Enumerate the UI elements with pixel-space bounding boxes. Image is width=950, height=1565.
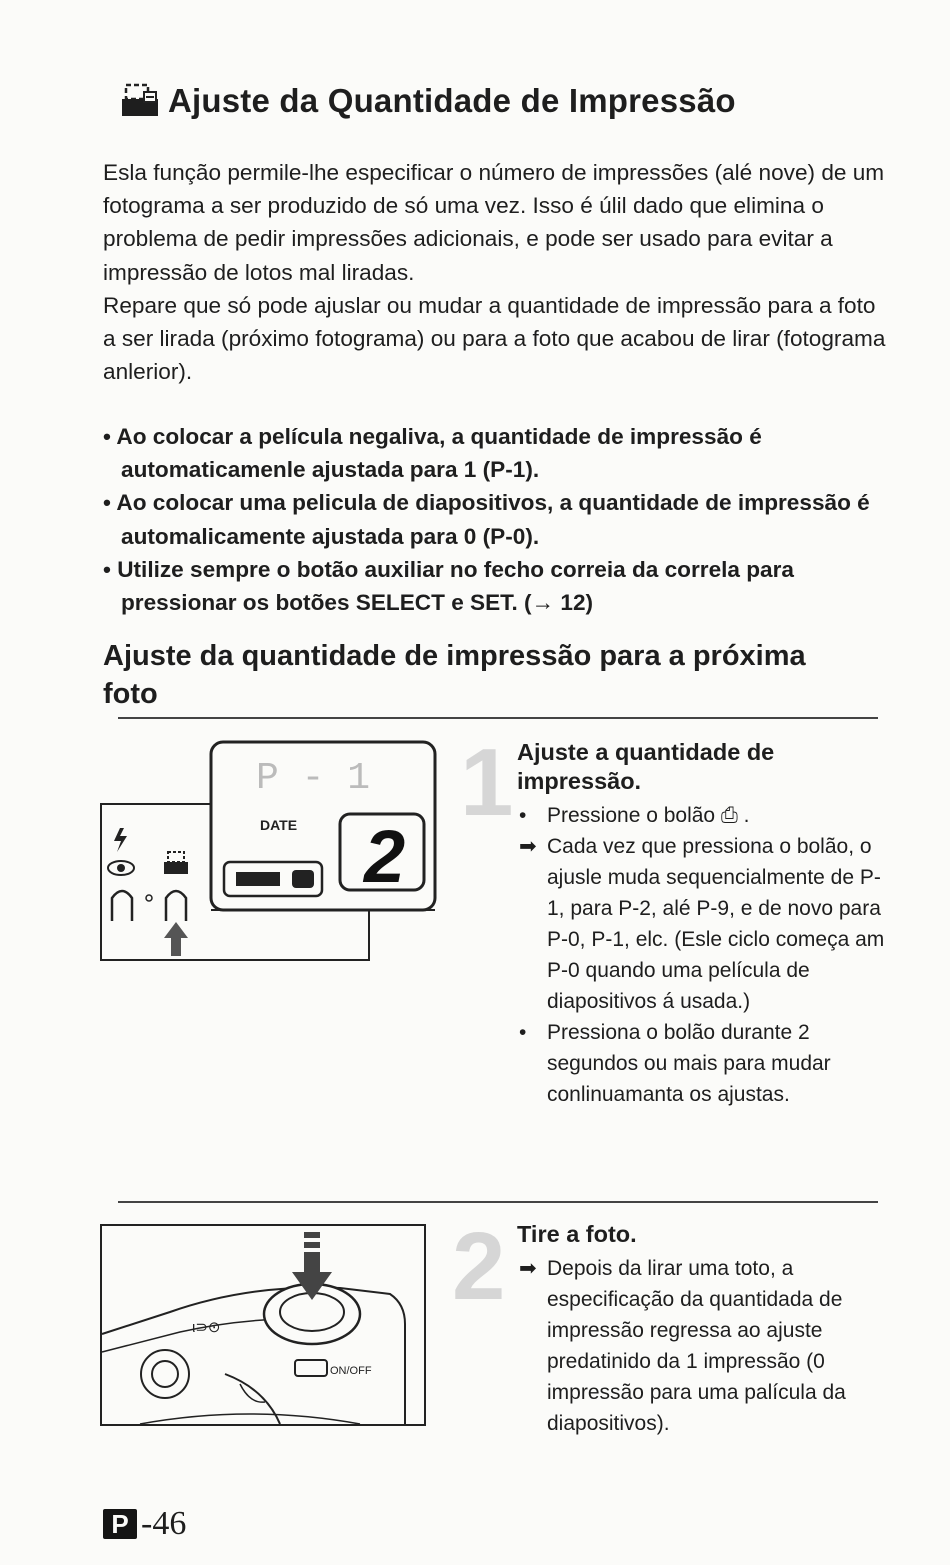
intro-paragraph-2: Repare que só pode ajuslar ou mudar a quantidade de impressão para a foto a ser lirada (próximo fotograma) ou para a foto que acabou de lirar (fotograma anlerior).: [103, 292, 886, 385]
step-2-body: [517, 1253, 887, 1439]
step-1-line: ➡ Cada vez que pressiona o bolão, o ajusle muda sequencialmente de P-1, para P-2, alé P-9, e de novo para P-0, P-1, elc. (Esle ciclo começa am P-0 quando uma película de diapositivos á usada.): [519, 835, 885, 1013]
step-1-body: [517, 800, 887, 1110]
note-item: • Utilize sempre o botão auxiliar no fecho correia da correla para pressionar os botões SELECT e SET. (→ 12): [103, 556, 794, 616]
step-1-line: • Pressione o bolão ⎙ .: [519, 804, 750, 827]
step-divider: [118, 1201, 878, 1203]
onoff-label: ON/OFF: [330, 1365, 372, 1377]
page-number: [103, 1505, 186, 1543]
page-title: [120, 82, 736, 120]
intro-text: [103, 156, 893, 388]
section-divider: [118, 717, 878, 719]
step-2-line: ➡ Depois da lirar uma toto, a especificação da quantidada de impressão regressa ao ajuste predatinido da 1 impressão (0 impressão para uma palícula da diapositivos).: [519, 1257, 846, 1435]
notes-list: [103, 420, 903, 619]
step-1-line: • Pressiona o bolão durante 2 segundos ou mais para mudar conlinuamanta os ajustas.: [519, 1021, 831, 1106]
intro-paragraph-1: Esla função permile-lhe especificar o número de impressões (alé nove) de um fotograma a ser produzido de só uma vez. Isso é úlil dado que elimina o problema de pedir impressões adicionais, e pode ser usado para evitar a impressão de lotos mal liradas.: [103, 160, 885, 285]
step-1-title: Ajuste a quantidade de impressão.: [517, 739, 775, 794]
lcd-mode-readout: P - 1: [256, 757, 371, 800]
step-1-block: [517, 738, 887, 1110]
camera-top-illustration: [100, 1224, 426, 1426]
note-item: • Ao colocar a película negaliva, a quantidade de impressão é automaticamenle ajustada para 1 (P-1).: [103, 424, 762, 483]
film-cartridge-icon: [224, 862, 322, 896]
lcd-counter-digit: 2: [364, 815, 406, 898]
page-section-badge: P: [103, 1509, 137, 1539]
step-number-2: 2: [452, 1213, 506, 1320]
step-2-block: [517, 1220, 887, 1439]
note-item: • Ao colocar uma pelicula de diapositivos, a quantidade de impressão é automalicamente ajustada para 0 (P-0).: [103, 490, 870, 549]
camera-lcd-illustration: [100, 738, 440, 964]
lcd-date-label: DATE: [260, 817, 298, 833]
print-quantity-icon: [120, 82, 162, 120]
section-heading: Ajuste da quantidade de impressão para a próxima foto: [103, 640, 806, 710]
step-number-1: 1: [460, 729, 514, 836]
page-number-text: -46: [141, 1505, 187, 1542]
page-title-text: Ajuste da Quantidade de Impressão: [168, 82, 736, 119]
lens-label: ι⊃⊙: [192, 1319, 221, 1336]
step-2-title: Tire a foto.: [517, 1221, 637, 1247]
